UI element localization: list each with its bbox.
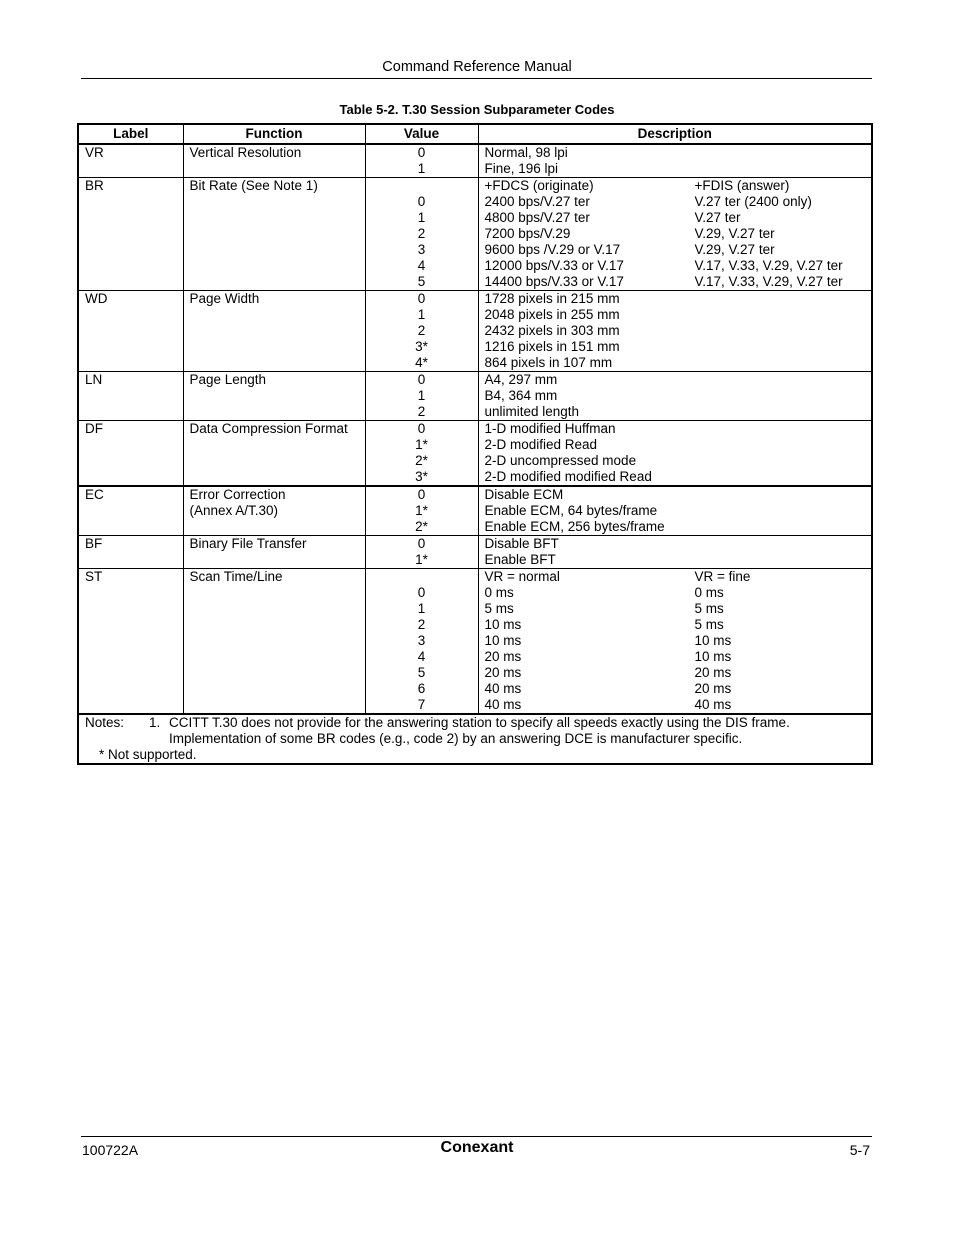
value-text: 0 bbox=[417, 487, 426, 502]
table-row-ec bbox=[78, 486, 872, 536]
footer-doc-number: 100722A bbox=[82, 1142, 139, 1158]
table-row-wd bbox=[78, 291, 872, 372]
description-text: 7200 bps/V.29 bbox=[484, 226, 571, 241]
table-body bbox=[78, 144, 872, 714]
value-text: 0 bbox=[417, 291, 426, 306]
value-text: 4* bbox=[415, 355, 428, 370]
description-text: 12000 bps/V.33 or V.17 bbox=[484, 258, 624, 273]
note-1-line-1: CCITT T.30 does not provide for the answering station to specify all speeds exactly using the DIS frame. bbox=[169, 715, 790, 730]
description-text-alt bbox=[695, 519, 866, 535]
note-number: 1. bbox=[149, 715, 161, 730]
function-text: Vertical Resolution bbox=[189, 145, 302, 160]
cell-value bbox=[365, 178, 478, 291]
value-text: 6 bbox=[417, 681, 426, 696]
cell-description bbox=[478, 144, 872, 178]
description-text: 14400 bps/V.33 or V.17 bbox=[484, 274, 624, 289]
value-text: 1* bbox=[415, 503, 428, 518]
footer-rule bbox=[81, 1136, 872, 1137]
table-header-row bbox=[78, 124, 872, 144]
description-text: 5 ms bbox=[484, 601, 514, 616]
value-text: 3* bbox=[415, 469, 428, 484]
cell-function bbox=[183, 486, 365, 536]
cell-value bbox=[365, 536, 478, 569]
cell-value bbox=[365, 569, 478, 715]
description-text-alt: 20 ms bbox=[694, 665, 732, 680]
row-label: VR bbox=[85, 145, 104, 160]
cell-function bbox=[183, 144, 365, 178]
cell-value bbox=[365, 291, 478, 372]
description-text-alt: 10 ms bbox=[694, 649, 732, 664]
cell-description bbox=[478, 486, 872, 536]
cell-label bbox=[78, 291, 183, 372]
value-text: 1* bbox=[415, 552, 428, 567]
description-text-alt bbox=[695, 323, 866, 339]
function-text: Page Width bbox=[189, 291, 260, 306]
cell-value bbox=[365, 144, 478, 178]
description-text-alt bbox=[695, 339, 866, 355]
value-text: 1 bbox=[417, 388, 426, 403]
description-text-alt bbox=[695, 145, 866, 161]
row-label: WD bbox=[85, 291, 108, 306]
cell-value bbox=[365, 372, 478, 421]
value-text: 2 bbox=[417, 323, 426, 338]
cell-label bbox=[78, 178, 183, 291]
description-text: 9600 bps /V.29 or V.17 bbox=[484, 242, 621, 257]
cell-value bbox=[365, 421, 478, 487]
cell-label bbox=[78, 569, 183, 715]
cell-function bbox=[183, 291, 365, 372]
value-text bbox=[366, 178, 478, 194]
description-text-alt bbox=[695, 487, 866, 503]
value-text: 4 bbox=[417, 258, 426, 273]
table-row-ln bbox=[78, 372, 872, 421]
cell-description bbox=[478, 536, 872, 569]
value-text: 3 bbox=[417, 633, 426, 648]
column-header-function: Function bbox=[183, 124, 365, 144]
description-text: Fine, 196 lpi bbox=[484, 161, 559, 176]
column-header-value: Value bbox=[365, 124, 478, 144]
row-label: EC bbox=[85, 487, 104, 502]
note-not-supported: * Not supported. bbox=[99, 747, 197, 762]
value-text: 7 bbox=[417, 697, 426, 712]
value-text: 5 bbox=[417, 665, 426, 680]
description-text-alt bbox=[695, 372, 866, 388]
notes-cell bbox=[78, 714, 872, 764]
description-text-alt: 5 ms bbox=[694, 617, 724, 632]
description-text-alt: V.29, V.27 ter bbox=[694, 242, 775, 257]
function-text: Data Compression Format bbox=[189, 421, 348, 436]
table-row-br bbox=[78, 178, 872, 291]
function-text: (Annex A/T.30) bbox=[189, 503, 279, 518]
value-text: 1 bbox=[417, 601, 426, 616]
value-text: 1 bbox=[417, 161, 426, 176]
description-text-alt: 0 ms bbox=[694, 585, 724, 600]
description-text-alt: 40 ms bbox=[694, 697, 732, 712]
table-row-df bbox=[78, 421, 872, 487]
value-text: 4 bbox=[417, 649, 426, 664]
table-row-vr bbox=[78, 144, 872, 178]
value-text: 5 bbox=[417, 274, 426, 289]
table-row-st bbox=[78, 569, 872, 715]
description-text: 20 ms bbox=[484, 649, 522, 664]
description-text-alt: 5 ms bbox=[694, 601, 724, 616]
description-text-alt bbox=[695, 503, 866, 519]
cell-label bbox=[78, 372, 183, 421]
value-text: 2* bbox=[415, 519, 428, 534]
row-label: LN bbox=[85, 372, 103, 387]
description-text-alt: V.17, V.33, V.29, V.27 ter bbox=[694, 258, 843, 273]
description-text-alt bbox=[695, 404, 866, 420]
function-text: Page Length bbox=[189, 372, 267, 387]
value-text: 3 bbox=[417, 242, 426, 257]
cell-description bbox=[478, 421, 872, 487]
cell-function bbox=[183, 178, 365, 291]
description-text: +FDCS (originate) bbox=[484, 178, 594, 193]
description-text-alt bbox=[695, 355, 866, 371]
description-text-alt: 20 ms bbox=[694, 681, 732, 696]
description-text: 10 ms bbox=[484, 617, 522, 632]
value-text: 0 bbox=[417, 194, 426, 209]
cell-description bbox=[478, 291, 872, 372]
value-text: 0 bbox=[417, 372, 426, 387]
column-header-label: Label bbox=[78, 124, 183, 144]
description-text-alt bbox=[695, 437, 866, 453]
description-text: Disable BFT bbox=[484, 536, 559, 551]
function-text: Scan Time/Line bbox=[189, 569, 283, 584]
description-text: 2-D uncompressed mode bbox=[484, 453, 637, 468]
value-text: 1* bbox=[415, 437, 428, 452]
column-header-description: Description bbox=[478, 124, 872, 144]
row-label: BR bbox=[85, 178, 104, 193]
cell-function bbox=[183, 536, 365, 569]
row-label: ST bbox=[85, 569, 103, 584]
value-text: 2* bbox=[415, 453, 428, 468]
cell-function bbox=[183, 372, 365, 421]
description-text: 1728 pixels in 215 mm bbox=[484, 291, 620, 306]
function-text: Binary File Transfer bbox=[189, 536, 307, 551]
footer-company: Conexant bbox=[440, 1139, 514, 1156]
value-text: 3* bbox=[415, 339, 428, 354]
description-text: 10 ms bbox=[484, 633, 522, 648]
value-text: 1 bbox=[417, 210, 426, 225]
description-text: 1-D modified Huffman bbox=[484, 421, 616, 436]
description-text: 40 ms bbox=[484, 697, 522, 712]
description-text-alt bbox=[695, 307, 866, 323]
value-text: 0 bbox=[417, 536, 426, 551]
description-text: B4, 364 mm bbox=[484, 388, 558, 403]
description-text: 4800 bps/V.27 ter bbox=[484, 210, 590, 225]
description-text-alt: V.27 ter (2400 only) bbox=[694, 194, 812, 209]
row-label: BF bbox=[85, 536, 103, 551]
description-text: 864 pixels in 107 mm bbox=[484, 355, 613, 370]
function-text: Error Correction bbox=[189, 487, 286, 502]
header-rule bbox=[81, 78, 872, 79]
cell-description bbox=[478, 178, 872, 291]
value-text: 2 bbox=[417, 404, 426, 419]
description-text-alt bbox=[695, 421, 866, 437]
description-text: 2400 bps/V.27 ter bbox=[484, 194, 590, 209]
note-1-line-2: Implementation of some BR codes (e.g., code 2) by an answering DCE is manufacturer specific. bbox=[169, 731, 743, 746]
table-row-bf bbox=[78, 536, 872, 569]
description-text: 2432 pixels in 303 mm bbox=[484, 323, 620, 338]
value-text: 1 bbox=[417, 307, 426, 322]
description-text: Enable ECM, 64 bytes/frame bbox=[484, 503, 658, 518]
description-text: Normal, 98 lpi bbox=[484, 145, 568, 160]
footer-page-number: 5-7 bbox=[849, 1142, 870, 1158]
description-text-alt: 10 ms bbox=[694, 633, 732, 648]
description-text: VR = normal bbox=[484, 569, 560, 584]
value-text: 0 bbox=[417, 585, 426, 600]
value-text: 2 bbox=[417, 226, 426, 241]
description-text: 2-D modified Read bbox=[484, 437, 598, 452]
description-text: Enable ECM, 256 bytes/frame bbox=[484, 519, 665, 534]
row-label: DF bbox=[85, 421, 103, 436]
description-text-alt bbox=[695, 469, 866, 485]
value-text bbox=[366, 569, 478, 585]
description-text-alt: V.27 ter bbox=[694, 210, 741, 225]
cell-label bbox=[78, 144, 183, 178]
description-text: A4, 297 mm bbox=[484, 372, 558, 387]
cell-description bbox=[478, 372, 872, 421]
cell-label bbox=[78, 486, 183, 536]
description-text-alt bbox=[695, 388, 866, 404]
description-text: 1216 pixels in 151 mm bbox=[484, 339, 620, 354]
description-text: unlimited length bbox=[484, 404, 580, 419]
description-text: 40 ms bbox=[484, 681, 522, 696]
cell-value bbox=[365, 486, 478, 536]
function-text: Bit Rate (See Note 1) bbox=[189, 178, 318, 193]
cell-description bbox=[478, 569, 872, 715]
description-text: 20 ms bbox=[484, 665, 522, 680]
cell-label bbox=[78, 421, 183, 487]
description-text-alt: VR = fine bbox=[694, 569, 751, 584]
cell-function bbox=[183, 569, 365, 715]
value-text: 0 bbox=[417, 421, 426, 436]
cell-label bbox=[78, 536, 183, 569]
description-text-alt bbox=[695, 536, 866, 552]
description-text: 2-D modified modified Read bbox=[484, 469, 652, 484]
value-text: 2 bbox=[417, 617, 426, 632]
description-text-alt: +FDIS (answer) bbox=[694, 178, 790, 193]
description-text: Enable BFT bbox=[484, 552, 556, 567]
description-text: 2048 pixels in 255 mm bbox=[484, 307, 620, 322]
description-text-alt: V.29, V.27 ter bbox=[694, 226, 775, 241]
description-text-alt: V.17, V.33, V.29, V.27 ter bbox=[694, 274, 843, 289]
table-caption: Table 5-2. T.30 Session Subparameter Codes bbox=[339, 102, 615, 117]
page-header-title: Command Reference Manual bbox=[382, 59, 572, 75]
cell-function bbox=[183, 421, 365, 487]
description-text-alt bbox=[695, 291, 866, 307]
notes-label: Notes: bbox=[85, 715, 125, 730]
description-text-alt bbox=[695, 453, 866, 469]
notes-row bbox=[78, 714, 872, 764]
description-text: Disable ECM bbox=[484, 487, 564, 502]
description-text-alt bbox=[695, 161, 866, 177]
value-text: 0 bbox=[417, 145, 426, 160]
description-text-alt bbox=[695, 552, 866, 568]
subparameter-table bbox=[77, 123, 873, 765]
description-text: 0 ms bbox=[484, 585, 514, 600]
